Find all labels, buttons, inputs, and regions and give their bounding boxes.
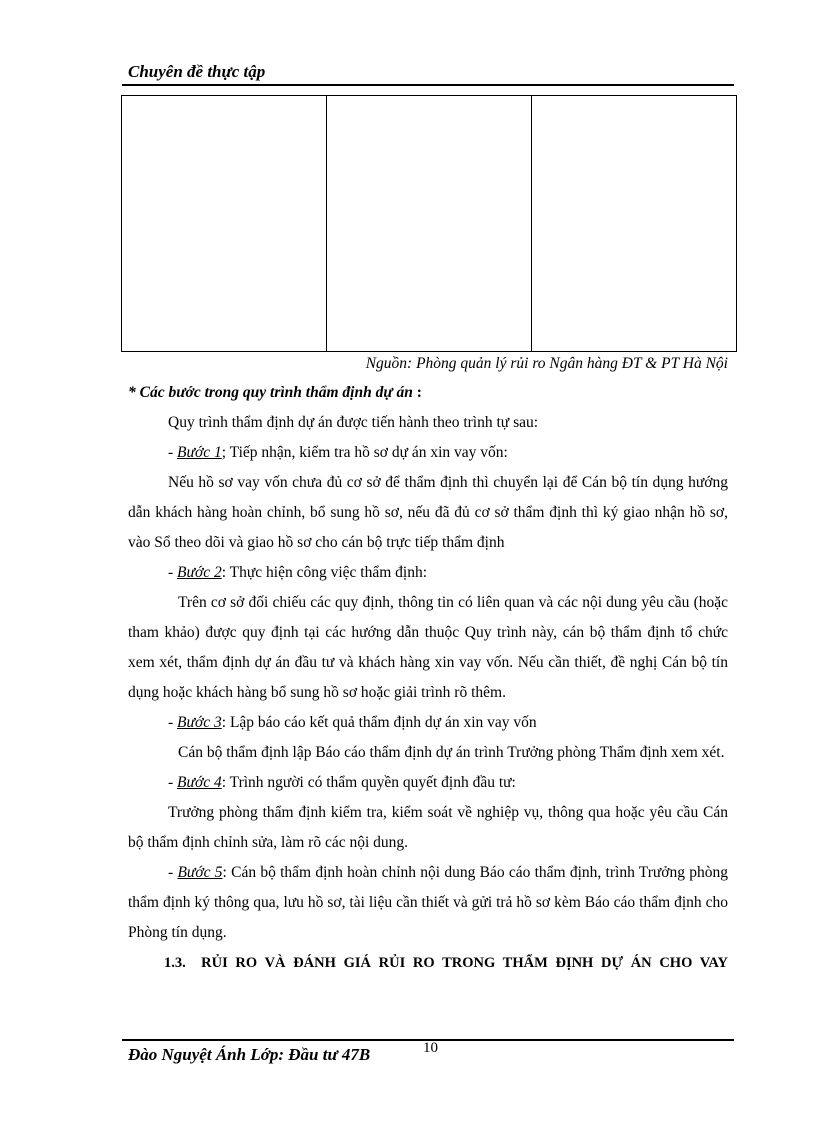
step-3-body: Cán bộ thẩm định lập Báo cáo thẩm định dự án trình Trưởng phòng Thẩm định xem xét. (178, 744, 725, 761)
document-body (128, 378, 728, 978)
section-heading-text: * Các bước trong quy trình thẩm định dự án (128, 384, 413, 401)
step-label: Bước 1 (177, 444, 222, 461)
step-4-body: Trưởng phòng thẩm định kiểm tra, kiểm soát về nghiệp vụ, thông qua hoặc yêu cầu Cán bộ thẩm định chỉnh sửa, làm rõ các nội dung. (128, 804, 728, 851)
footer-author: Đào Nguyệt Ánh Lớp: Đầu tư 47B (128, 1045, 371, 1064)
intro-paragraph: Quy trình thẩm định dự án được tiến hành theo trình tự sau: (168, 414, 539, 431)
header-rule (122, 84, 734, 86)
step-1-title: - Bước 1; Tiếp nhận, kiểm tra hồ sơ dự án xin vay vốn: (168, 444, 508, 461)
section-heading (128, 378, 728, 408)
step-2-body: Trên cơ sở đối chiếu các quy định, thông tin có liên quan và các nội dung yêu cầu (hoặc tham khảo) được quy định tại các hướng dẫn thuộc Quy trình này, cán bộ thẩm định tổ chức xem xét, thẩm định dự án đầu tư và khách hàng xin vay vốn. Nếu cần thiết, đề nghị Cán bộ tín dụng hoặc khách hàng bổ sung hồ sơ hoặc giải trình rõ thêm. (128, 594, 728, 701)
step-1-body: Nếu hồ sơ vay vốn chưa đủ cơ sở để thẩm định thì chuyển lại để Cán bộ tín dụng hướng dẫn khách hàng hoàn chỉnh, bổ sung hồ sơ, nếu đã đủ cơ sở thẩm định thì ký giao nhận hồ sơ, vào Sổ theo dõi và giao hồ sơ cho cán bộ trực tiếp thẩm định (128, 474, 728, 551)
step-4-title: - Bước 4: Trình người có thẩm quyền quyết định đầu tư: (168, 774, 516, 791)
subsection-number: 1.3. (164, 955, 186, 971)
step-label: Bước 3 (177, 714, 222, 731)
page-header-title: Chuyên đề thực tập (128, 62, 266, 81)
page-number: 10 (423, 1040, 438, 1056)
table-cell (327, 96, 532, 352)
step-5-paragraph: - Bước 5: Cán bộ thẩm định hoàn chỉnh nội dung Báo cáo thẩm định, trình Trưởng phòng thẩm định ký thông qua, lưu hồ sơ, tài liệu cần thiết và gửi trả hồ sơ kèm Báo cáo thẩm định cho Phòng tín dụng. (128, 864, 729, 941)
table-cell (532, 96, 737, 352)
source-note: Nguồn: Phòng quản lý rủi ro Ngân hàng ĐT & PT Hà Nội (365, 355, 728, 372)
subsection-title: RỦI RO VÀ ĐÁNH GIÁ RỦI RO TRONG THẨM ĐỊNH DỰ ÁN CHO VAY (201, 955, 729, 971)
section-heading-suffix: : (412, 384, 422, 401)
table-row (122, 96, 737, 352)
step-2-title: - Bước 2: Thực hiện công việc thẩm định: (168, 564, 428, 581)
step-3-title: - Bước 3: Lập báo cáo kết quả thẩm định dự án xin vay vốn (168, 714, 537, 731)
step-label: Bước 2 (177, 564, 222, 581)
blank-table (121, 95, 737, 352)
table-cell (122, 96, 327, 352)
step-label: Bước 4 (177, 774, 222, 791)
step-label: Bước 5 (177, 864, 223, 881)
subsection-heading (128, 948, 728, 978)
